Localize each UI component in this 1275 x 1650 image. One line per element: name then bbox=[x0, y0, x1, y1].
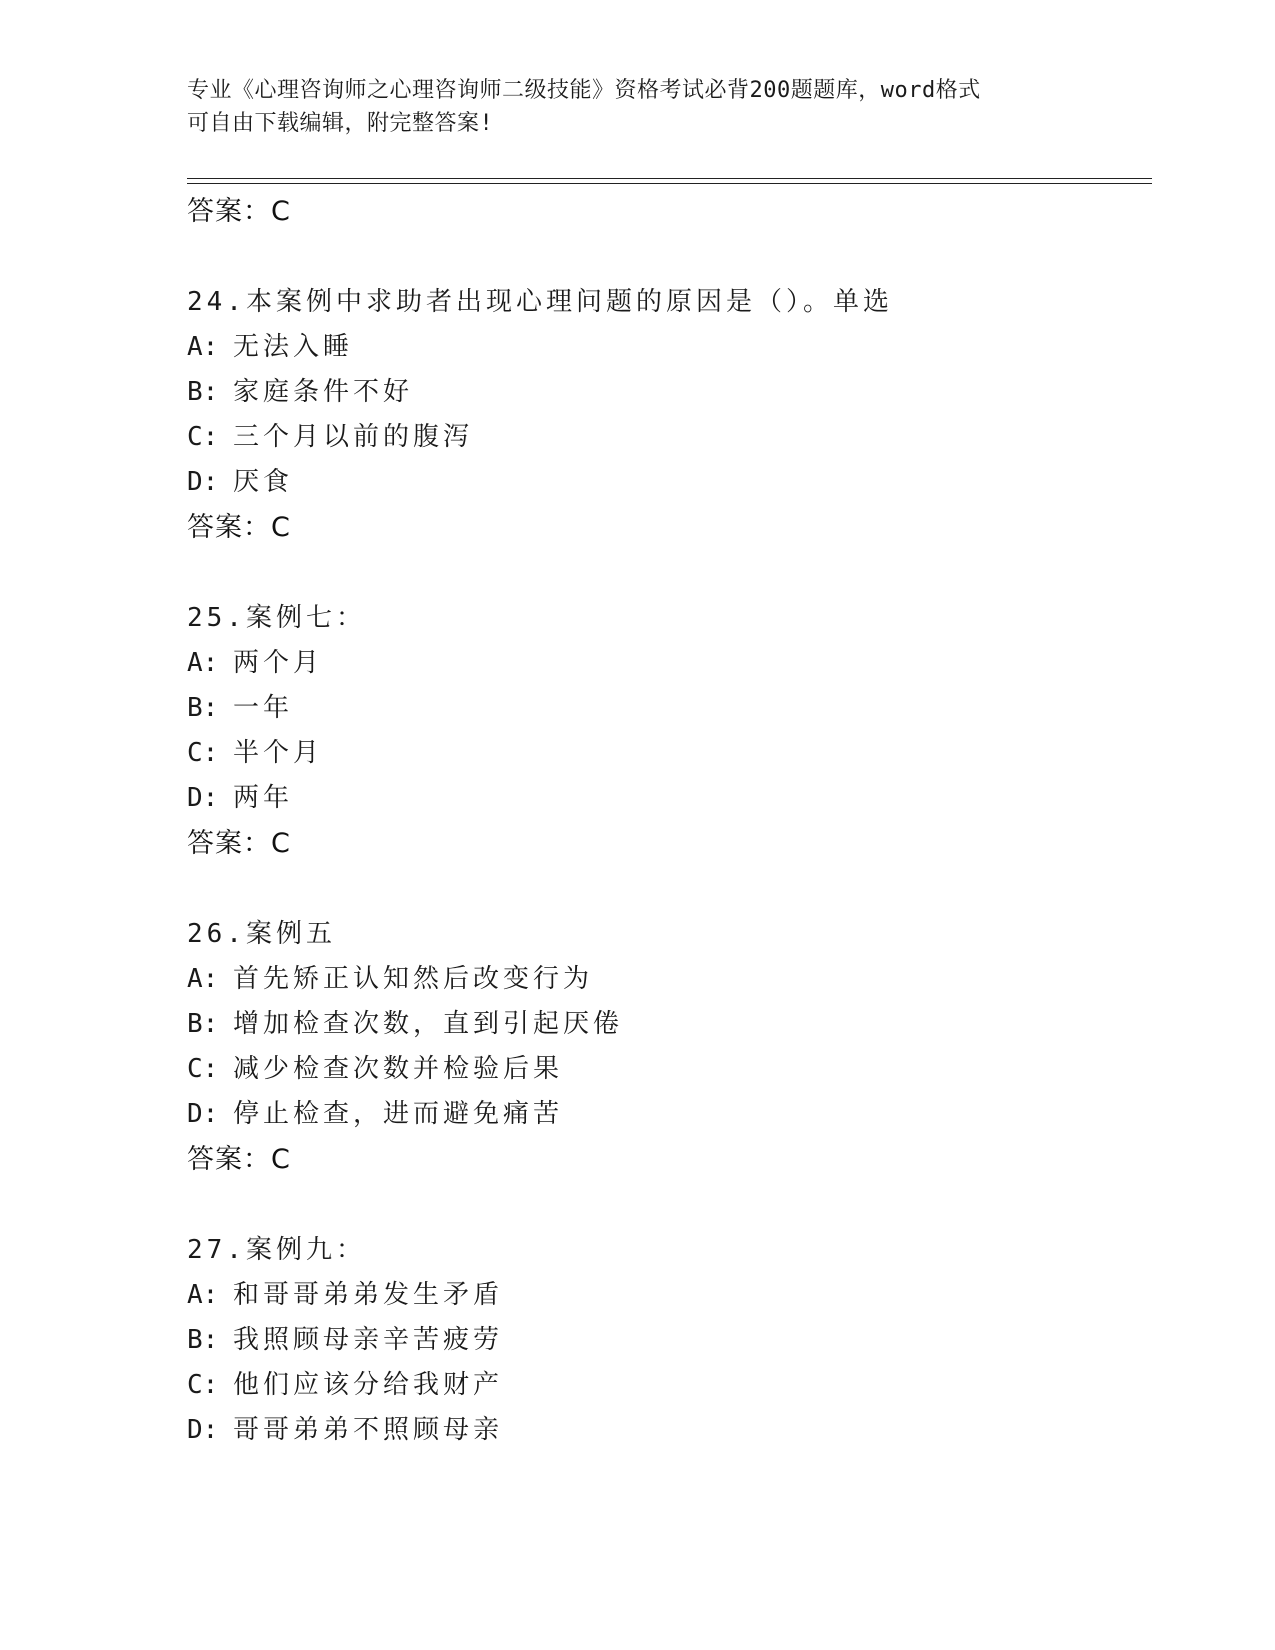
option-a bbox=[187, 1273, 1147, 1318]
spacer bbox=[187, 550, 1147, 596]
option-text: 停止检查，进而避免痛苦 bbox=[233, 1099, 564, 1129]
option-label: C: bbox=[187, 1054, 219, 1084]
header-line-1: 专业《心理咨询师之心理咨询师二级技能》资格考试必背200题题库，word格式 bbox=[187, 78, 981, 103]
document-header bbox=[187, 74, 1087, 140]
option-label: D: bbox=[187, 1415, 219, 1445]
option-b bbox=[187, 370, 1147, 415]
option-label: B: bbox=[187, 1325, 219, 1355]
option-text: 首先矫正认知然后改变行为 bbox=[233, 964, 594, 994]
option-c bbox=[187, 1363, 1147, 1408]
option-text: 无法入睡 bbox=[233, 332, 354, 362]
option-text: 增加检查次数，直到引起厌倦 bbox=[233, 1009, 624, 1039]
option-c bbox=[187, 731, 1147, 776]
option-text: 两年 bbox=[233, 783, 294, 813]
spacer bbox=[187, 1182, 1147, 1228]
option-d bbox=[187, 1092, 1147, 1137]
option-d bbox=[187, 776, 1147, 821]
answer-line: 答案：C bbox=[187, 828, 291, 859]
option-label: A: bbox=[187, 332, 219, 362]
answer-line: 答案：C bbox=[187, 1144, 291, 1175]
option-label: C: bbox=[187, 422, 219, 452]
question-block bbox=[187, 1228, 1147, 1453]
option-text: 他们应该分给我财产 bbox=[233, 1370, 504, 1400]
option-label: A: bbox=[187, 648, 219, 678]
option-c bbox=[187, 1047, 1147, 1092]
header-divider-top bbox=[187, 178, 1152, 179]
option-a bbox=[187, 325, 1147, 370]
option-text: 减少检查次数并检验后果 bbox=[233, 1054, 564, 1084]
option-a bbox=[187, 641, 1147, 686]
question-block bbox=[187, 912, 1147, 1182]
question-title: 27.案例九： bbox=[187, 1235, 366, 1265]
header-divider-bottom bbox=[187, 183, 1152, 184]
question-block bbox=[187, 596, 1147, 866]
option-label: D: bbox=[187, 783, 219, 813]
option-label: C: bbox=[187, 738, 219, 768]
option-text: 两个月 bbox=[233, 648, 324, 678]
question-title: 25.案例七： bbox=[187, 603, 366, 633]
option-b bbox=[187, 1002, 1147, 1047]
option-label: A: bbox=[187, 964, 219, 994]
option-text: 厌食 bbox=[233, 467, 294, 497]
option-d bbox=[187, 460, 1147, 505]
option-label: B: bbox=[187, 1009, 219, 1039]
option-text: 半个月 bbox=[233, 738, 324, 768]
option-label: D: bbox=[187, 1099, 219, 1129]
option-d bbox=[187, 1408, 1147, 1453]
option-text: 哥哥弟弟不照顾母亲 bbox=[233, 1415, 504, 1445]
answer-line: 答案：C bbox=[187, 196, 291, 227]
option-text: 我照顾母亲辛苦疲劳 bbox=[233, 1325, 504, 1355]
spacer bbox=[187, 234, 1147, 280]
header-line-2: 可自由下载编辑，附完整答案! bbox=[187, 111, 494, 136]
option-text: 一年 bbox=[233, 693, 294, 723]
question-block bbox=[187, 280, 1147, 550]
option-label: B: bbox=[187, 693, 219, 723]
option-label: C: bbox=[187, 1370, 219, 1400]
option-a bbox=[187, 957, 1147, 1002]
option-label: D: bbox=[187, 467, 219, 497]
question-title: 26.案例五 bbox=[187, 919, 336, 949]
question-list bbox=[187, 189, 1147, 1453]
option-b bbox=[187, 1318, 1147, 1363]
spacer bbox=[187, 866, 1147, 912]
option-label: B: bbox=[187, 377, 219, 407]
option-text: 三个月以前的腹泻 bbox=[233, 422, 474, 452]
option-text: 家庭条件不好 bbox=[233, 377, 414, 407]
option-text: 和哥哥弟弟发生矛盾 bbox=[233, 1280, 504, 1310]
option-label: A: bbox=[187, 1280, 219, 1310]
option-b bbox=[187, 686, 1147, 731]
answer-line: 答案：C bbox=[187, 512, 291, 543]
question-title: 24.本案例中求助者出现心理问题的原因是（）。单选 bbox=[187, 287, 893, 317]
option-c bbox=[187, 415, 1147, 460]
